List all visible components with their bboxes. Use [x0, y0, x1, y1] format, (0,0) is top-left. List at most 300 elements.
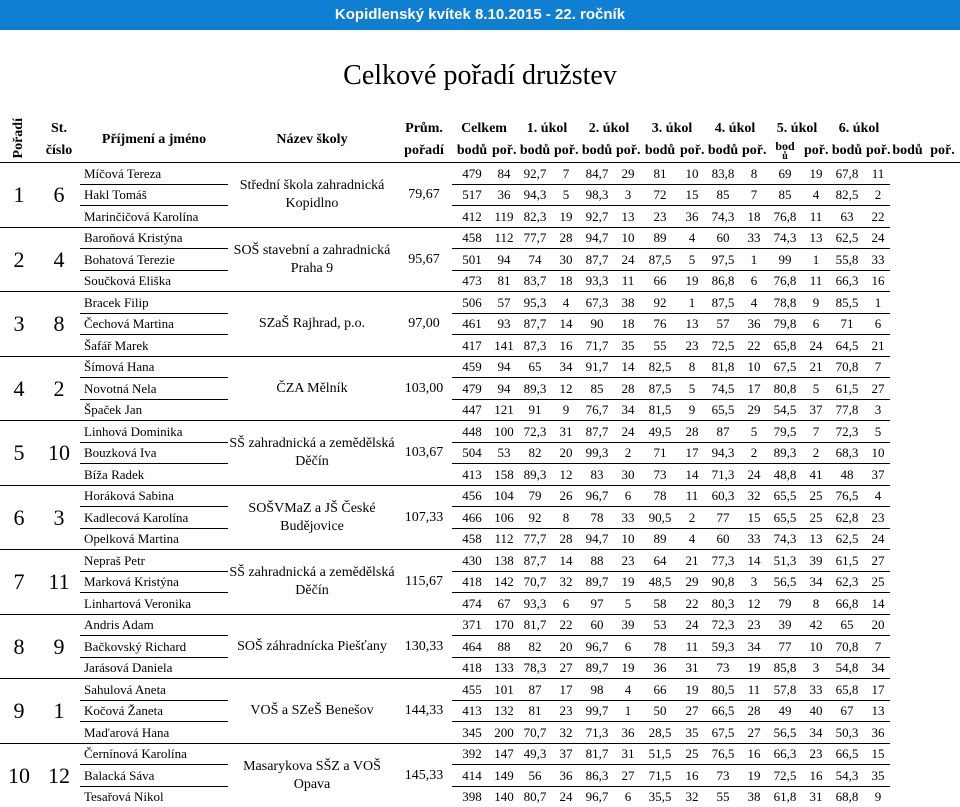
score-points: 80,7 — [516, 786, 554, 807]
score-points: 91 — [516, 399, 554, 421]
score-rank: 16 — [680, 765, 704, 787]
table-row — [0, 722, 960, 744]
score-points: 414 — [452, 765, 492, 787]
score-points: 77 — [704, 507, 742, 529]
score-rank: 4 — [680, 227, 704, 249]
score-points: 72,3 — [704, 614, 742, 636]
member-name: Opelková Martina — [80, 528, 228, 550]
score-points: 77,8 — [828, 399, 866, 421]
score-points: 65,5 — [766, 507, 804, 529]
score-points: 89 — [640, 227, 680, 249]
score-rank: 31 — [804, 786, 828, 807]
score-points: 461 — [452, 313, 492, 335]
score-rank: 33 — [866, 249, 890, 271]
score-points: 67 — [828, 700, 866, 722]
table-row — [0, 163, 960, 185]
score-rank: 10 — [685, 165, 699, 181]
member-name: Špaček Jan — [80, 399, 228, 421]
score-points: 98 — [578, 679, 616, 701]
score-points: 36 — [640, 657, 680, 679]
score-points: 85 — [766, 184, 804, 206]
score-points: 87,5 — [640, 249, 680, 271]
score-rank: 16 — [742, 743, 766, 765]
score-points: 474 — [452, 593, 492, 615]
score-points: 418 — [452, 657, 492, 679]
score-rank: 34 — [742, 636, 766, 658]
school-name: SŠ zahradnická a zemědělská Děčín — [228, 421, 396, 486]
header-por: poř. — [616, 140, 640, 163]
score-rank: 20 — [554, 442, 578, 464]
score-rank: 15 — [742, 507, 766, 529]
score-points: 92,7 — [578, 206, 616, 228]
score-rank: 27 — [554, 657, 578, 679]
score-points: 84,7 — [585, 165, 609, 181]
score-rank: 13 — [804, 528, 828, 550]
score-rank: 21 — [866, 335, 890, 357]
score-rank: 1 — [866, 292, 890, 314]
score-rank: 11 — [616, 270, 640, 292]
team-average-rank: 103,00 — [396, 356, 452, 421]
score-rank: 21 — [804, 356, 828, 378]
team-rank: 2 — [0, 227, 38, 292]
header-por: poř. — [804, 140, 828, 163]
score-points: 57,8 — [766, 679, 804, 701]
school-name: Masarykova SŠZ a VOŠ Opava — [228, 743, 396, 807]
score-rank: 141 — [492, 335, 516, 357]
score-rank: 8 — [750, 165, 758, 181]
member-name: Bracek Filip — [80, 292, 228, 314]
score-points: 517 — [452, 184, 492, 206]
score-points: 74,3 — [704, 206, 742, 228]
score-points: 83 — [578, 464, 616, 486]
table-row — [0, 421, 960, 443]
score-rank: 21 — [680, 550, 704, 572]
school-name: Střední škola zahradnická Kopidlno — [239, 178, 385, 212]
score-points: 39 — [766, 614, 804, 636]
score-points: 81,8 — [704, 356, 742, 378]
score-rank: 28 — [680, 421, 704, 443]
score-points: 66 — [640, 679, 680, 701]
score-points: 79,5 — [766, 421, 804, 443]
header-body: bodů — [578, 140, 616, 163]
score-rank: 9 — [804, 292, 828, 314]
score-points: 71,7 — [578, 335, 616, 357]
score-points: 78,8 — [766, 292, 804, 314]
score-points: 65,8 — [766, 335, 804, 357]
score-points: 68,3 — [828, 442, 866, 464]
score-rank: 94 — [492, 378, 516, 400]
score-rank: 138 — [492, 550, 516, 572]
score-points: 82,5 — [828, 184, 866, 206]
score-rank: 32 — [680, 786, 704, 807]
header-cislo: číslo — [38, 140, 80, 163]
member-name: Linhartová Veronika — [80, 593, 228, 615]
team-average-rank: 144,33 — [396, 679, 452, 744]
score-points: 48 — [828, 464, 866, 486]
score-rank: 6 — [616, 485, 640, 507]
score-rank: 34 — [616, 399, 640, 421]
score-rank: 32 — [742, 485, 766, 507]
score-rank: 26 — [554, 485, 578, 507]
score-rank: 5 — [554, 184, 578, 206]
score-points: 94,3 — [516, 184, 554, 206]
score-points: 412 — [452, 206, 492, 228]
score-rank: 7 — [866, 356, 890, 378]
score-points: 77 — [766, 636, 804, 658]
score-rank: 3 — [742, 571, 766, 593]
table-row — [0, 679, 960, 701]
score-rank: 32 — [554, 722, 578, 744]
score-rank: 7 — [562, 165, 570, 181]
score-rank: 17 — [554, 679, 578, 701]
score-rank: 1 — [804, 249, 828, 271]
score-points: 371 — [452, 614, 492, 636]
score-points: 456 — [452, 485, 492, 507]
score-rank: 34 — [804, 571, 828, 593]
header-task-6: 6. úkol — [838, 121, 880, 137]
score-rank: 22 — [866, 206, 890, 228]
table-row — [0, 464, 960, 486]
score-points: 35,5 — [640, 786, 680, 807]
score-points: 71 — [640, 442, 680, 464]
score-rank: 27 — [866, 550, 890, 572]
team-average-rank: 145,33 — [396, 743, 452, 807]
score-rank: 112 — [492, 227, 516, 249]
score-points: 90,5 — [640, 507, 680, 529]
score-rank: 5 — [742, 421, 766, 443]
score-rank: 18 — [554, 270, 578, 292]
score-rank: 11 — [680, 485, 704, 507]
score-rank: 19 — [680, 679, 704, 701]
score-points: 83,7 — [516, 270, 554, 292]
score-rank: 25 — [804, 507, 828, 529]
score-rank: 31 — [616, 743, 640, 765]
score-rank: 36 — [742, 313, 766, 335]
score-rank: 14 — [866, 593, 890, 615]
team-start-number: 2 — [38, 356, 80, 421]
team-average-rank: 103,67 — [396, 421, 452, 486]
table-row — [0, 657, 960, 679]
score-points: 97,5 — [704, 249, 742, 271]
header-task-1: 1. úkol — [526, 121, 568, 137]
score-points: 98,3 — [578, 184, 616, 206]
score-points: 77,3 — [704, 550, 742, 572]
score-points: 63 — [828, 206, 866, 228]
score-rank: 22 — [742, 335, 766, 357]
table-row — [0, 614, 960, 636]
team-average-rank: 130,33 — [396, 614, 452, 679]
score-points: 85 — [578, 378, 616, 400]
table-row — [0, 399, 960, 421]
score-rank: 33 — [742, 528, 766, 550]
score-rank: 6 — [866, 313, 890, 335]
score-rank: 25 — [866, 571, 890, 593]
score-rank: 33 — [616, 507, 640, 529]
score-rank: 36 — [616, 722, 640, 744]
score-points: 65 — [516, 356, 554, 378]
score-rank: 19 — [616, 571, 640, 593]
team-start-number: 9 — [38, 614, 80, 679]
score-rank: 16 — [804, 765, 828, 787]
header-por: poř. — [925, 140, 960, 163]
score-points: 65,8 — [828, 679, 866, 701]
score-points: 413 — [452, 700, 492, 722]
score-points: 76,5 — [828, 485, 866, 507]
score-points: 77,7 — [516, 528, 554, 550]
score-points: 67,5 — [766, 356, 804, 378]
score-rank: 1 — [742, 249, 766, 271]
score-points: 94,3 — [704, 442, 742, 464]
score-points: 82,3 — [516, 206, 554, 228]
score-points: 81,7 — [516, 614, 554, 636]
score-points: 48,8 — [766, 464, 804, 486]
member-name: Marková Kristýna — [80, 571, 228, 593]
score-rank: 37 — [866, 464, 890, 486]
score-rank: 1 — [616, 700, 640, 722]
score-points: 55 — [640, 335, 680, 357]
score-points: 94,7 — [578, 227, 616, 249]
score-rank: 34 — [866, 657, 890, 679]
score-rank: 23 — [804, 743, 828, 765]
score-points: 49 — [766, 700, 804, 722]
score-points: 66,5 — [704, 700, 742, 722]
score-points: 506 — [452, 292, 492, 314]
score-rank: 170 — [492, 614, 516, 636]
score-points: 455 — [452, 679, 492, 701]
score-points: 61,5 — [828, 378, 866, 400]
score-points: 51,3 — [766, 550, 804, 572]
score-points: 93,3 — [578, 270, 616, 292]
score-rank: 40 — [804, 700, 828, 722]
score-points: 28,5 — [640, 722, 680, 744]
score-rank: 2 — [616, 442, 640, 464]
score-rank: 88 — [492, 636, 516, 658]
score-points: 65 — [828, 614, 866, 636]
score-points: 73 — [704, 657, 742, 679]
score-points: 87,5 — [704, 292, 742, 314]
score-points: 81 — [516, 700, 554, 722]
table-row — [0, 227, 960, 249]
member-name: Bíža Radek — [80, 464, 228, 486]
score-points: 85,8 — [766, 657, 804, 679]
score-rank: 2 — [742, 442, 766, 464]
score-points: 64 — [640, 550, 680, 572]
score-points: 87 — [704, 421, 742, 443]
score-points: 76,8 — [766, 270, 804, 292]
score-points: 90 — [578, 313, 616, 335]
score-rank: 57 — [492, 292, 516, 314]
member-name: Černínová Karolína — [80, 743, 228, 765]
score-points: 66 — [640, 270, 680, 292]
score-rank: 24 — [616, 249, 640, 271]
score-rank: 104 — [492, 485, 516, 507]
team-start-number: 11 — [38, 550, 80, 615]
score-points: 60,3 — [704, 485, 742, 507]
score-points: 86,3 — [578, 765, 616, 787]
table-row — [0, 593, 960, 615]
score-rank: 6 — [554, 593, 578, 615]
score-points: 56 — [516, 765, 554, 787]
score-rank: 28 — [616, 378, 640, 400]
header-st: St. — [51, 121, 67, 137]
score-rank: 19 — [616, 657, 640, 679]
score-points: 77,7 — [516, 227, 554, 249]
score-rank: 42 — [804, 614, 828, 636]
table-row — [0, 743, 960, 765]
score-points: 95,3 — [516, 292, 554, 314]
score-points: 97 — [578, 593, 616, 615]
score-points: 78,3 — [516, 657, 554, 679]
header-poradi: Pořadí — [0, 118, 38, 163]
score-rank: 158 — [492, 464, 516, 486]
score-rank: 15 — [866, 743, 890, 765]
score-points: 54,3 — [828, 765, 866, 787]
score-rank: 38 — [616, 292, 640, 314]
score-rank: 149 — [492, 765, 516, 787]
table-row — [0, 184, 960, 206]
score-points: 92 — [640, 292, 680, 314]
score-points: 85,5 — [828, 292, 866, 314]
score-points: 76,7 — [578, 399, 616, 421]
score-rank: 106 — [492, 507, 516, 529]
score-points: 69 — [778, 165, 792, 181]
score-rank: 34 — [804, 722, 828, 744]
score-points: 67,8 — [835, 165, 859, 181]
score-points: 76,8 — [766, 206, 804, 228]
score-rank: 12 — [554, 464, 578, 486]
score-rank: 31 — [554, 421, 578, 443]
score-rank: 41 — [804, 464, 828, 486]
score-points: 87,5 — [640, 378, 680, 400]
score-rank: 37 — [804, 399, 828, 421]
score-rank: 93 — [492, 313, 516, 335]
score-points: 89 — [640, 528, 680, 550]
score-points: 447 — [452, 399, 492, 421]
member-name: Čechová Martina — [80, 313, 228, 335]
score-points: 504 — [452, 442, 492, 464]
score-points: 23 — [640, 206, 680, 228]
score-points: 70,7 — [516, 722, 554, 744]
score-points: 48,5 — [640, 571, 680, 593]
score-rank: 11 — [804, 270, 828, 292]
score-rank: 24 — [866, 528, 890, 550]
score-points: 85 — [704, 184, 742, 206]
score-points: 58 — [640, 593, 680, 615]
score-rank: 27 — [866, 378, 890, 400]
table-row — [0, 249, 960, 271]
score-rank: 23 — [616, 550, 640, 572]
table-row — [0, 485, 960, 507]
header-task-4: 4. úkol — [714, 121, 756, 137]
score-rank: 28 — [742, 700, 766, 722]
header-celkem: Celkem — [461, 121, 507, 137]
score-points: 82 — [516, 442, 554, 464]
score-rank: 200 — [492, 722, 516, 744]
score-rank: 38 — [742, 786, 766, 807]
score-points: 72,3 — [516, 421, 554, 443]
score-rank: 23 — [680, 335, 704, 357]
table-row — [0, 528, 960, 550]
score-rank: 27 — [742, 722, 766, 744]
score-points: 71,5 — [640, 765, 680, 787]
score-points: 78 — [578, 507, 616, 529]
score-points: 458 — [452, 227, 492, 249]
team-rank: 8 — [0, 614, 38, 679]
score-rank: 28 — [554, 227, 578, 249]
score-points: 71 — [828, 313, 866, 335]
score-rank: 17 — [742, 378, 766, 400]
member-name: Šafář Marek — [80, 335, 228, 357]
score-points: 72,5 — [704, 335, 742, 357]
team-rank: 9 — [0, 679, 38, 744]
score-rank: 34 — [554, 356, 578, 378]
score-rank: 11 — [804, 206, 828, 228]
score-points: 90,8 — [704, 571, 742, 593]
school-name: SZaŠ Rajhrad, p.o. — [228, 292, 396, 357]
score-points: 60 — [578, 614, 616, 636]
score-points: 74,5 — [704, 378, 742, 400]
score-points: 81,7 — [578, 743, 616, 765]
score-rank: 6 — [616, 636, 640, 658]
score-rank: 5 — [680, 249, 704, 271]
score-points: 54,8 — [828, 657, 866, 679]
team-start-number: 10 — [38, 421, 80, 486]
score-points: 64,5 — [828, 335, 866, 357]
score-rank: 20 — [554, 636, 578, 658]
score-points: 392 — [452, 743, 492, 765]
results-table — [0, 118, 960, 807]
score-rank: 5 — [866, 421, 890, 443]
score-points: 72,3 — [828, 421, 866, 443]
score-points: 70,7 — [516, 571, 554, 593]
table-body — [0, 163, 960, 807]
score-points: 92 — [516, 507, 554, 529]
table-row — [0, 335, 960, 357]
score-points: 87,7 — [578, 421, 616, 443]
score-points: 61,5 — [828, 550, 866, 572]
score-rank: 101 — [492, 679, 516, 701]
score-points: 91,7 — [578, 356, 616, 378]
score-rank: 36 — [554, 765, 578, 787]
team-start-number: 12 — [38, 743, 80, 807]
table-row — [0, 765, 960, 787]
score-points: 51,5 — [640, 743, 680, 765]
score-points: 87,3 — [516, 335, 554, 357]
score-rank: 35 — [680, 722, 704, 744]
score-points: 72,5 — [766, 765, 804, 787]
score-rank: 8 — [804, 593, 828, 615]
score-points: 56,5 — [766, 571, 804, 593]
score-rank: 2 — [866, 184, 890, 206]
score-rank: 36 — [492, 184, 516, 206]
score-rank: 4 — [680, 528, 704, 550]
score-points: 459 — [452, 356, 492, 378]
score-points: 81,5 — [640, 399, 680, 421]
member-name: Baroňová Kristýna — [80, 227, 228, 249]
table-row — [0, 700, 960, 722]
score-points: 473 — [452, 270, 492, 292]
score-rank: 39 — [616, 614, 640, 636]
score-points: 82 — [516, 636, 554, 658]
score-rank: 3 — [616, 184, 640, 206]
score-points: 398 — [452, 786, 492, 807]
score-rank: 33 — [804, 679, 828, 701]
score-points: 80,3 — [704, 593, 742, 615]
score-rank: 19 — [742, 765, 766, 787]
score-points: 53 — [640, 614, 680, 636]
score-rank: 3 — [866, 399, 890, 421]
header-bod-split: bod ů — [766, 140, 804, 163]
